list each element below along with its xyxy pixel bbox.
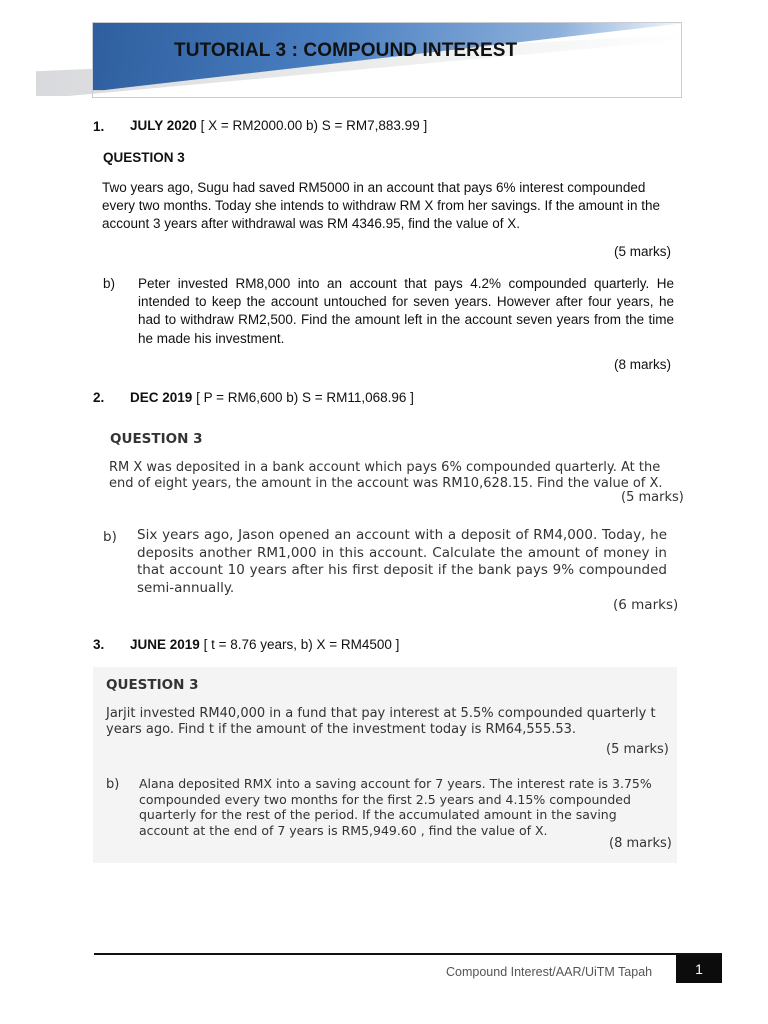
item2-answers: [ P = RM6,600 b) S = RM11,068.96 ] [196, 390, 414, 405]
item1-part-a-marks: (5 marks) [614, 244, 671, 259]
item3-header [130, 636, 399, 654]
item3-part-b-label: b) [106, 777, 120, 792]
footer-rule [94, 953, 722, 955]
item1-part-b-label: b) [103, 276, 116, 291]
item2-question-heading: QUESTION 3 [110, 431, 203, 447]
item2-part-a-marks: (5 marks) [621, 490, 684, 505]
page-number: 1 [676, 955, 722, 983]
item1-session: JULY 2020 [130, 118, 197, 133]
item1-answers: [ X = RM2000.00 b) S = RM7,883.99 ] [200, 118, 428, 133]
item1-question-heading: QUESTION 3 [103, 150, 185, 165]
item1-part-b-marks: (8 marks) [614, 357, 671, 372]
item2-header [130, 389, 414, 407]
item1-part-b: Peter invested RM8,000 into an account that pays 4.2% compounded quarterly. He intended to keep the account untouched for seven years. However after four years, he had to withdraw RM2,500. Find the amount left in the account seven years from the time he made his investment. [138, 276, 674, 346]
item2-part-a: RM X was deposited in a bank account which pays 6% compounded quarterly. At the end of eight years, the amount in the account was RM10,628.15. Find the value of X. [109, 460, 663, 491]
item2-part-b-marks: (6 marks) [613, 597, 679, 613]
item3-session: JUNE 2019 [130, 637, 200, 652]
item3-answers: [ t = 8.76 years, b) X = RM4500 ] [203, 637, 400, 652]
item1-part-a: Two years ago, Sugu had saved RM5000 in an account that pays 6% interest compounded every two months. Today she intends to withdraw RM X from her savings. If the amount in the account 3 years after withdrawal was RM 4346.95, find the value of X. [102, 180, 661, 232]
item1-number: 1. [93, 119, 105, 134]
item3-part-b: Alana deposited RMX into a saving account for 7 years. The interest rate is 3.75% compounded every two months for the first 2.5 years and 4.15% compounded quarterly for the rest of the period. If the accumulated amount in the saving account at the end of 7 years is RM5,949.60 , find the value of X. [139, 776, 652, 838]
item3-part-a: Jarjit invested RM40,000 in a fund that pay interest at 5.5% compounded quarterly t years ago. Find t if the amount of the investment today is RM64,555.53. [106, 706, 656, 737]
item2-number: 2. [93, 390, 105, 405]
item1-header [130, 117, 427, 135]
item3-number: 3. [93, 637, 105, 652]
footer-text: Compound Interest/AAR/UiTM Tapah [446, 965, 653, 979]
item2-session: DEC 2019 [130, 390, 193, 405]
item2-part-b-label: b) [103, 529, 117, 545]
item3-part-b-marks: (8 marks) [609, 836, 672, 851]
item3-part-a-marks: (5 marks) [606, 742, 669, 757]
item2-part-b: Six years ago, Jason opened an account with a deposit of RM4,000. Today, he deposits another RM1,000 in this account. Calculate the amount of money in that account 10 years after his first deposit if the bank pays 9% compounded semi-annually. [137, 527, 667, 596]
page-title: TUTORIAL 3 : COMPOUND INTEREST [174, 40, 518, 61]
item3-question-heading: QUESTION 3 [106, 677, 199, 693]
